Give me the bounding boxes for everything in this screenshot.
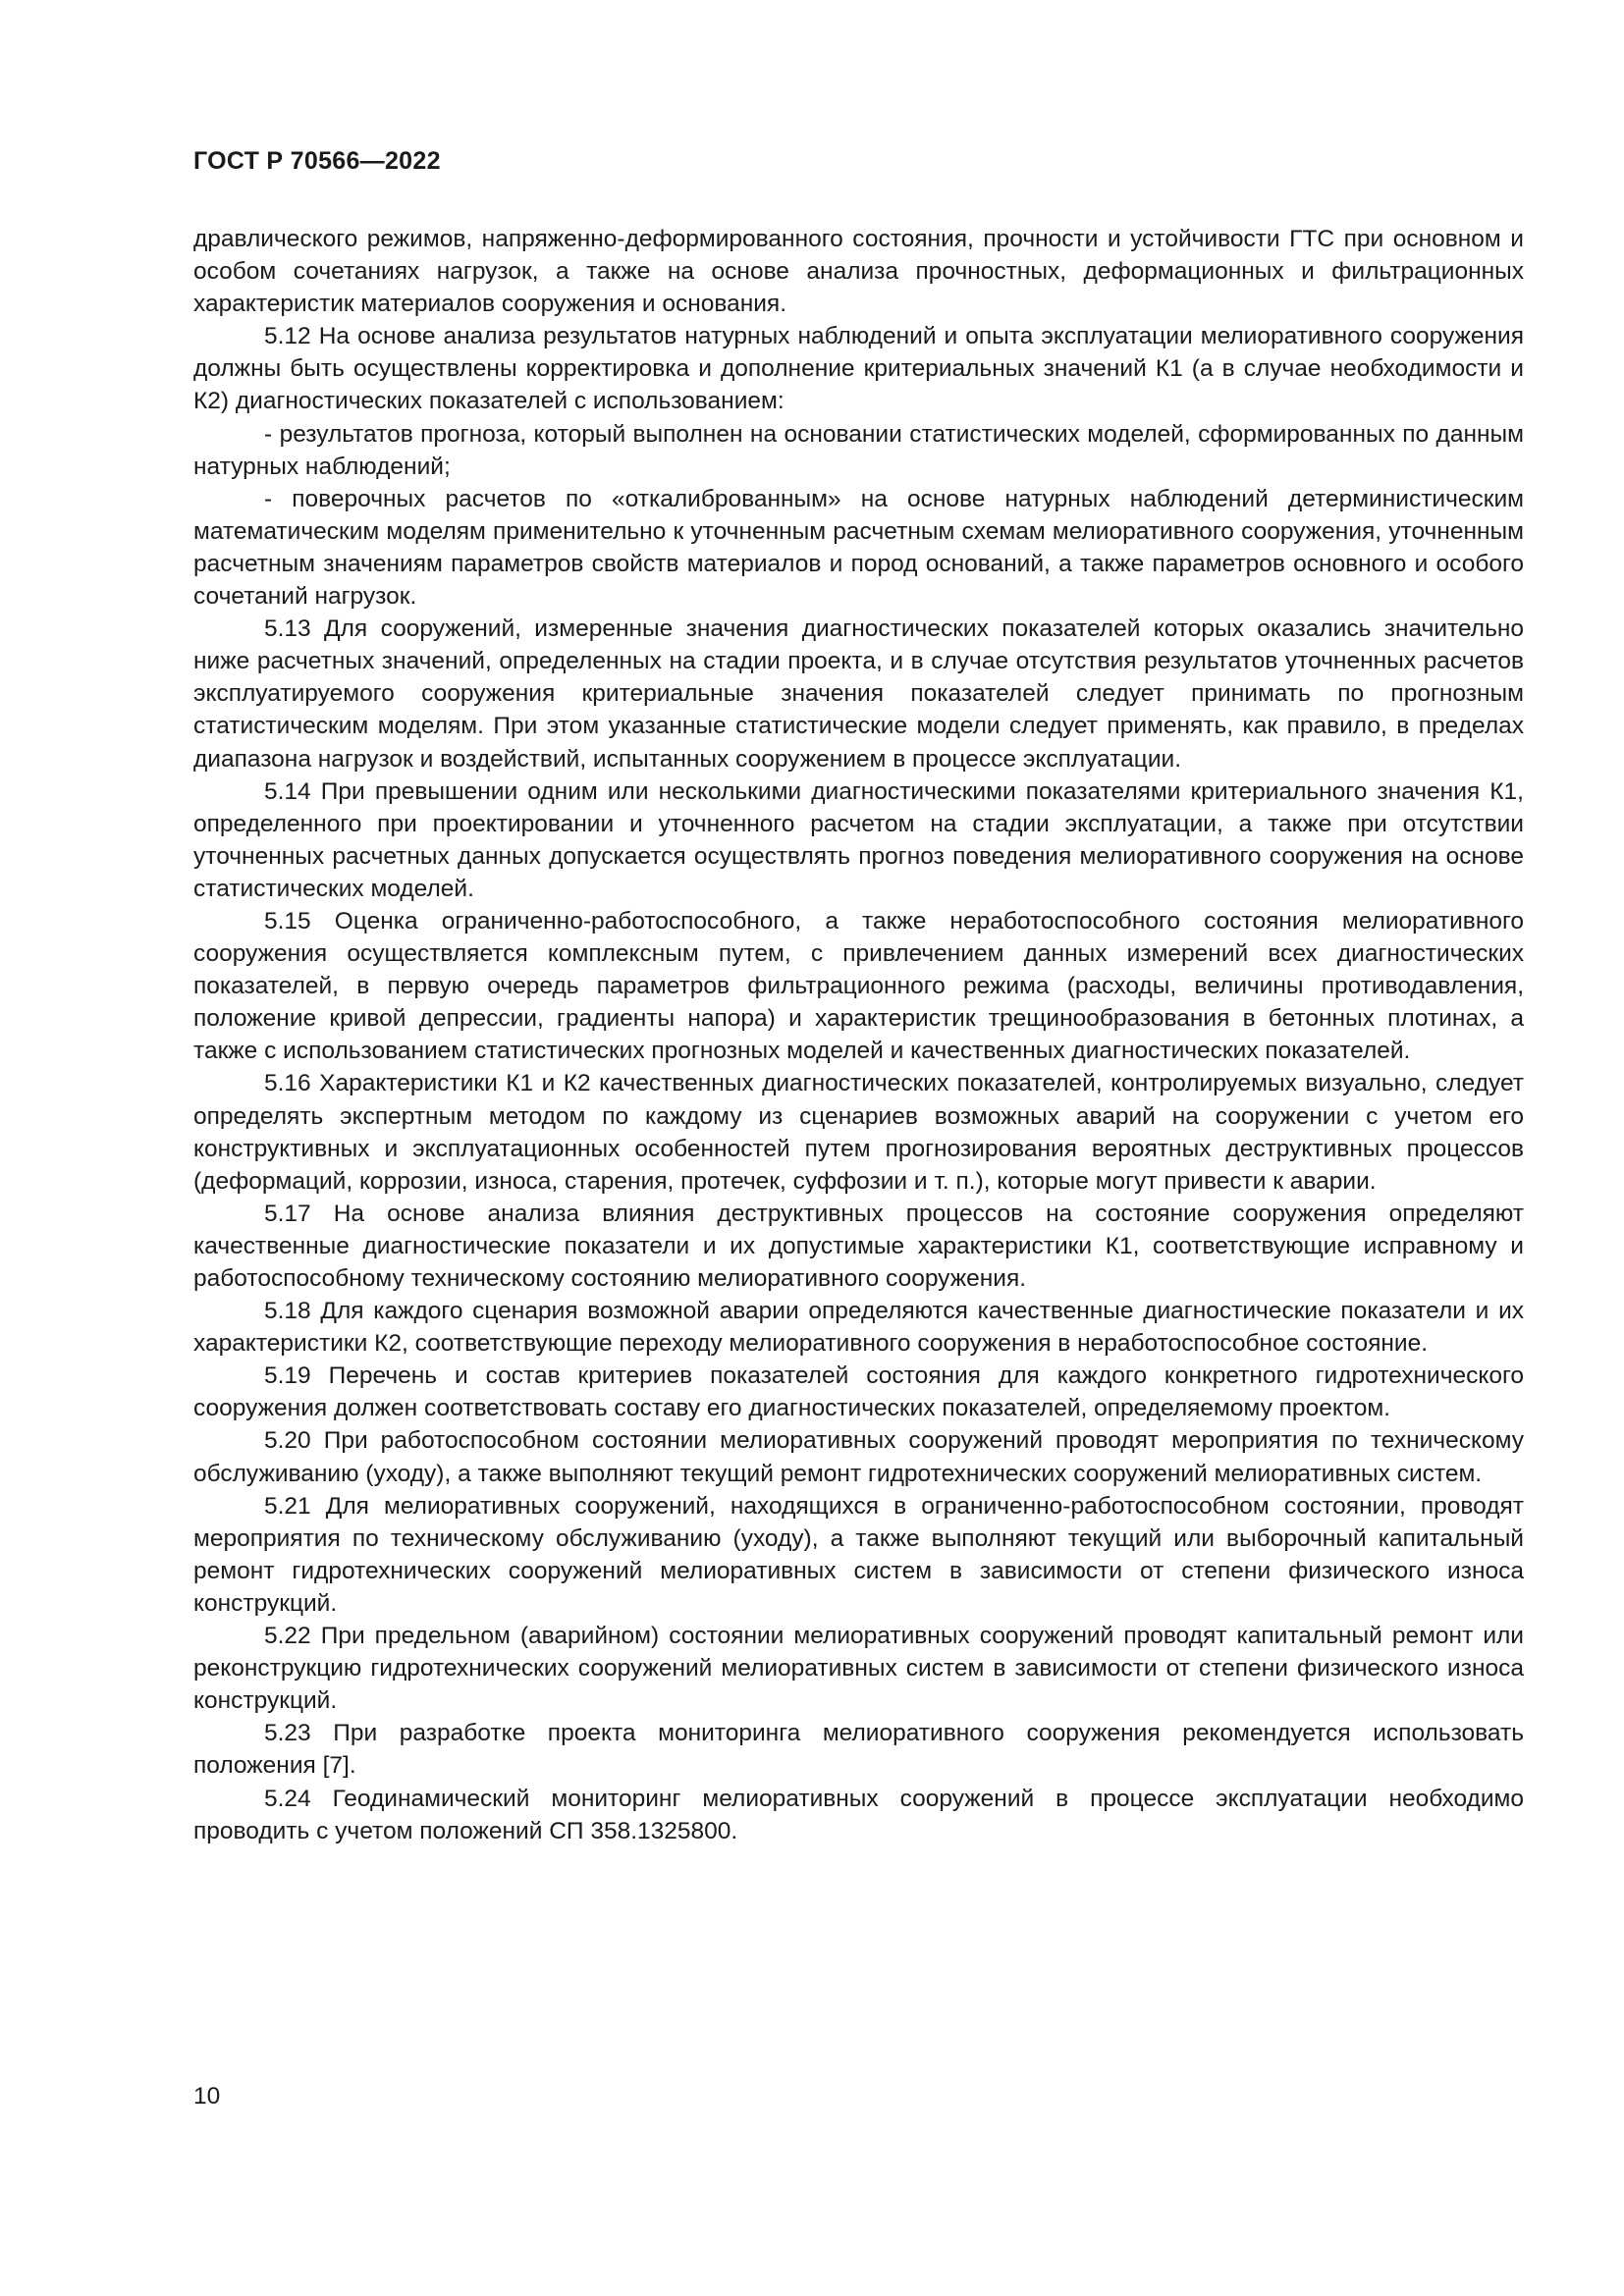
paragraph: 5.22 При предельном (аварийном) состоянии мелиоративных сооружений проводят капитальный ремонт или реконструкцию гидротехнических сооружений мелиоративных систем в зависимости от степени физического износа конструкций. xyxy=(193,1623,1524,1715)
paragraph: 5.15 Оценка ограниченно-работоспособного, а также неработоспособного состояния мелиоративного сооружения осуществляется комплексным путем, с привлечением данных измерений всех диагностических показателей, в первую очередь параметров фильтрационного режима (расходы, величины противодавления, положение кривой депрессии, градиенты напора) и характеристик трещинообразования в бетонных плотинах, а также с использованием статистических прогнозных моделей и качественных диагностических показателей. xyxy=(193,907,1524,1065)
paragraph: - поверочных расчетов по «откалиброванным» на основе натурных наблюдений детерминистическим математическим моделям применительно к уточненным расчетным схемам мелиоративного сооружения, уточненным расчетным значениям параметров свойств материалов и пород оснований, а также параметров основного и особого сочетаний нагрузок. xyxy=(193,485,1524,611)
paragraph: 5.16 Характеристики К1 и К2 качественных диагностических показателей, контролируемых визуально, следует определять экспертным методом по каждому из сценариев возможных аварий на сооружении с учетом его конструктивных и эксплуатационных особенностей путем прогнозирования вероятных деструктивных процессов (деформаций, коррозии, износа, старения, протечек, суффозии и т. п.), которые могут привести к аварии. xyxy=(193,1070,1524,1195)
paragraph: 5.21 Для мелиоративных сооружений, находящихся в ограниченно-работоспособном состоянии, проводят мероприятия по техническому обслуживанию (уходу), а также выполняют текущий или выборочный капитальный ремонт гидротехнических сооружений мелиоративных систем в зависимости от степени физического износа конструкций. xyxy=(193,1492,1524,1617)
paragraph: дравлического режимов, напряженно-деформированного состояния, прочности и устойчивости ГТС при основном и особом сочетаниях нагрузок, а также на основе анализа прочностных, деформационных и фильтрационных характеристик материалов сооружения и основания. xyxy=(193,226,1524,318)
paragraph: 5.20 При работоспособном состоянии мелиоративных сооружений проводят мероприятия по техническому обслуживанию (уходу), а также выполняют текущий ремонт гидротехнических сооружений мелиоративных систем. xyxy=(193,1427,1524,1487)
paragraph: 5.12 На основе анализа результатов натурных наблюдений и опыта эксплуатации мелиоративного сооружения должны быть осуществлены корректировка и дополнение критериальных значений К1 (а в случае необходимости и К2) диагностических показателей с использованием: xyxy=(193,323,1524,415)
paragraph: 5.23 При разработке проекта мониторинга мелиоративного сооружения рекомендуется использовать положения [7]. xyxy=(193,1720,1524,1780)
paragraph: 5.13 Для сооружений, измеренные значения диагностических показателей которых оказались значительно ниже расчетных значений, определенных на стадии проекта, и в случае отсутствия результатов уточненных расчетов эксплуатируемого сооружения критериальные значения показателей следует принимать по прогнозным статистическим моделям. При этом указанные статистические модели следует применять, как правило, в пределах диапазона нагрузок и воздействий, испытанных сооружением в процессе эксплуатации. xyxy=(193,615,1524,773)
paragraph: 5.17 На основе анализа влияния деструктивных процессов на состояние сооружения определяют качественные диагностические показатели и их допустимые характеристики К1, соответствующие исправному и работоспособному техническому состоянию мелиоративного сооружения. xyxy=(193,1200,1524,1292)
document-code-header: ГОСТ Р 70566—2022 xyxy=(193,147,441,175)
page-number: 10 xyxy=(193,2083,221,2109)
paragraph: 5.24 Геодинамический мониторинг мелиоративных сооружений в процессе эксплуатации необходимо проводить с учетом положений СП 358.1325800. xyxy=(193,1785,1524,1844)
paragraph: 5.14 При превышении одним или несколькими диагностическими показателями критериального значения К1, определенного при проектировании и уточненного расчетом на стадии эксплуатации, а также при отсутствии уточненных расчетных данных допускается осуществлять прогноз поведения мелиоративного сооружения на основе статистических моделей. xyxy=(193,777,1524,902)
document-body xyxy=(193,223,1524,1847)
paragraph: - результатов прогноза, который выполнен на основании статистических моделей, сформированных по данным натурных наблюдений; xyxy=(193,420,1524,480)
paragraph: 5.19 Перечень и состав критериев показателей состояния для каждого конкретного гидротехнического сооружения должен соответствовать составу его диагностических показателей, определяемому проектом. xyxy=(193,1362,1524,1422)
paragraph: 5.18 Для каждого сценария возможной аварии определяются качественные диагностические показатели и их характеристики К2, соответствующие переходу мелиоративного сооружения в неработоспособное состояние. xyxy=(193,1298,1524,1358)
